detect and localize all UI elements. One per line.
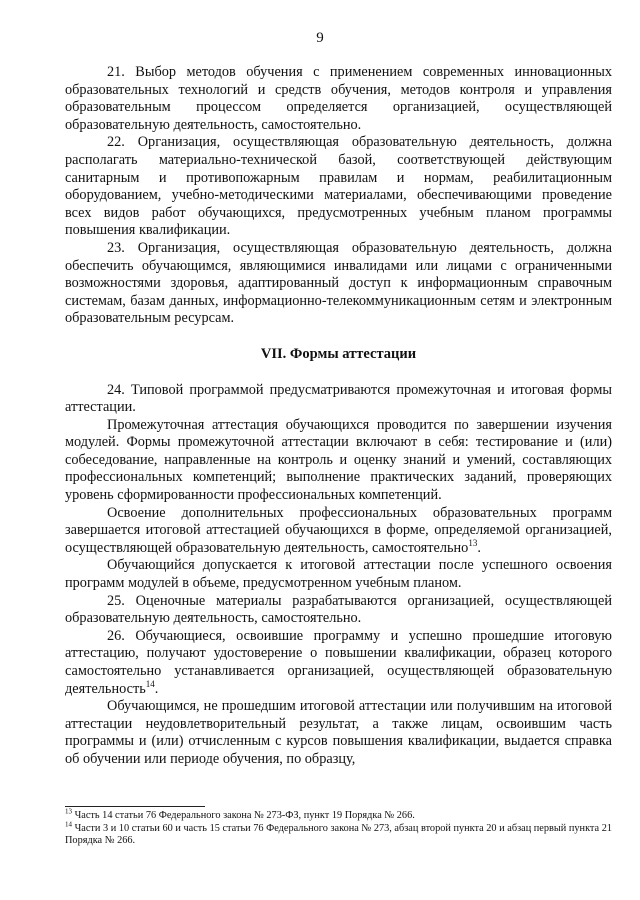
footnote-13	[65, 807, 612, 823]
body-text	[65, 64, 612, 769]
section-heading: VII. Формы аттестации	[260, 345, 417, 362]
paragraph-text: 22. Организация, осуществляющая образовательную деятельность, должна располагать материально-технической базой, соответствующей действующим санитарным и противопожарным правилам и нормам, реабилитационным оборудованием, учебно-методическими материалами, обеспечивающими проведение всех видов работ обучающихся, предусмотренных учебным планом программы повышения квалификации.	[65, 134, 612, 239]
footnotes	[65, 807, 613, 848]
paragraph-21	[65, 64, 612, 134]
paragraph-25	[65, 593, 612, 628]
paragraph-23	[65, 240, 612, 328]
footnote-ref-13[interactable]: 13	[468, 538, 478, 549]
paragraph-final-attestation: Освоение дополнительных профессиональных образовательных программ завершается итоговой аттестацией обучающихся в форме, определяемой организацией, осуществляющей образовательную деятельность, самостоятельно$^{13}$.	[65, 504, 612, 556]
paragraph-text: Обучающийся допускается к итоговой аттестации после успешного освоения программ модулей в объеме, предусмотренном учебным планом.	[65, 557, 612, 592]
paragraph-admission	[65, 557, 612, 592]
footnote-divider	[65, 806, 205, 807]
paragraph-text: 23. Организация, осуществляющая образовательную деятельность, должна обеспечить обучающимся, являющимися инвалидами или лицами с ограниченными возможностями здоровья, адаптированный доступ к информационным справочным системам, базам данных, информационно-телекоммуникационным сетям и электронным образовательным ресурсам.	[65, 239, 612, 327]
paragraph-text: 25. Оценочные материалы разрабатываются организацией, осуществляющей образовательную деятельность, самостоятельно.	[65, 592, 612, 627]
paragraph-text: 24. Типовой программой предусматриваются промежуточная и итоговая формы аттестации.	[65, 381, 612, 416]
page-number: 9	[316, 30, 324, 46]
paragraph-intermediate-attestation	[65, 417, 612, 505]
footnote-14	[65, 820, 613, 848]
footnote-mark: 13	[65, 807, 72, 816]
footnote-ref-14[interactable]: 14	[145, 678, 155, 689]
paragraph-text: 26. Обучающиеся, освоившие программу и успешно прошедшие итоговую аттестацию, получают удостоверение о повышении квалификации, образец которого самостоятельно устанавливается организацией, осуществляющей образовательную деятельность	[65, 627, 612, 697]
paragraph-text: Обучающимся, не прошедшим итоговой аттестации или получившим на итоговой аттестации неудовлетворительный результат, а также лицам, освоившим часть программы и (или) отчисленным с курсов повышения квалификации, выдается справка об обучении или периоде обучения, по образцу,	[65, 698, 612, 767]
paragraph-22	[65, 134, 612, 240]
footnote-text: Части 3 и 10 статьи 60 и часть 15 статьи 76 Федерального закона № 273, абзац второй пункта 20 и абзац первый пункта 21 Порядка № 266.	[65, 822, 613, 847]
paragraph-text: Освоение дополнительных профессиональных образовательных программ завершается итоговой аттестацией обучающихся в форме, определяемой организацией, осуществляющей образовательную деятельность, самостоятельно	[65, 504, 612, 556]
footnote-mark: 14	[65, 820, 72, 829]
paragraph-26: 26. Обучающиеся, освоившие программу и успешно прошедшие итоговую аттестацию, получают удостоверение о повышении квалификации, образец которого самостоятельно устанавливается организацией, осуществляющей образовательную деятельность$^{14}$.	[65, 627, 612, 697]
paragraph-certificate	[65, 698, 612, 768]
paragraph-text: Промежуточная аттестация обучающихся проводится по завершении изучения модулей. Формы промежуточной аттестации включают в себя: тестирование и (или) собеседование, направленные на контроль и оценку знаний и умений, составляющих профессиональных компетенций; выполнение практических заданий, проверяющих уровень сформированности профессиональных компетенций.	[65, 416, 612, 504]
paragraph-24	[65, 382, 612, 417]
footnote-text: Часть 14 статьи 76 Федерального закона № 273-ФЗ, пункт 19 Порядка № 266.	[74, 810, 415, 821]
paragraph-text: 21. Выбор методов обучения с применением современных инновационных образовательных технологий и средств обучения, методов контроля и управления образовательным процессом определяется организацией, осуществляющей образовательную деятельность, самостоятельно.	[65, 64, 612, 133]
